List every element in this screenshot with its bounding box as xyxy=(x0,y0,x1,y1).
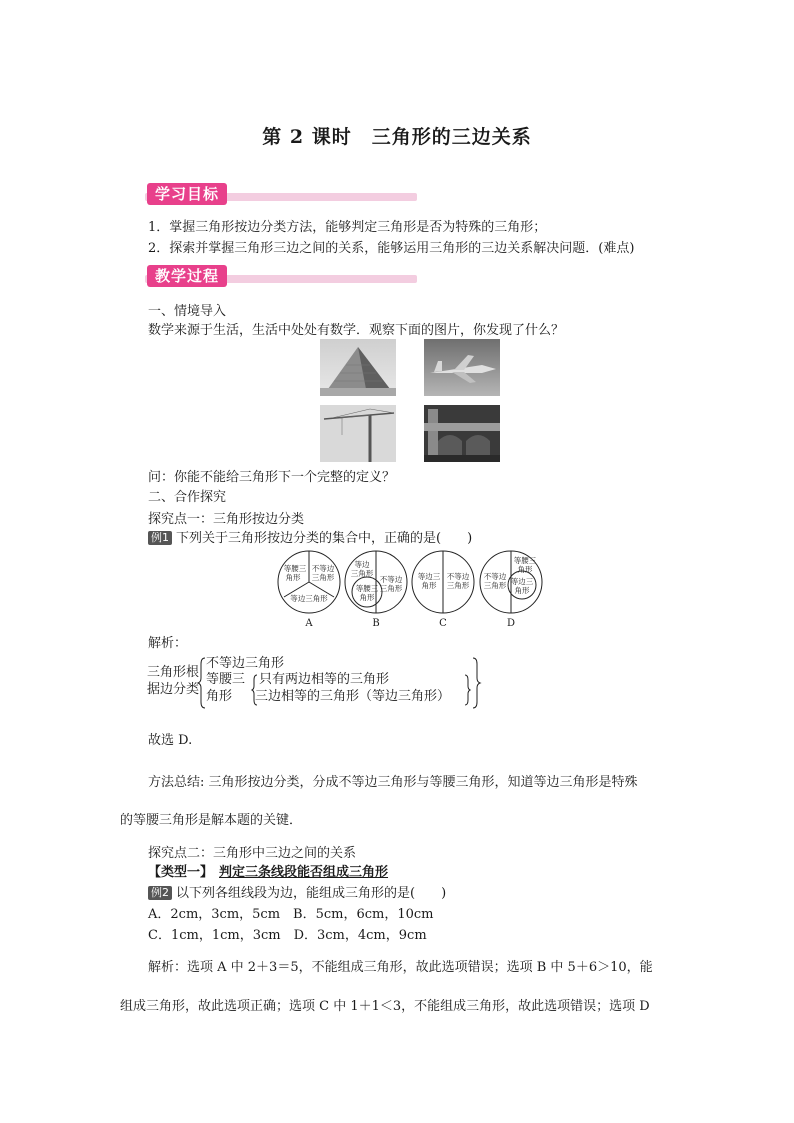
circle-d-text-1: 不等边 xyxy=(483,572,507,581)
circle-c-text-1: 等边三 xyxy=(417,572,441,581)
circle-d-text-6: 角形 xyxy=(514,586,530,595)
circle-a-label: A xyxy=(305,618,313,629)
goals-banner xyxy=(145,183,417,207)
circle-a-text-4: 三角形 xyxy=(311,573,335,582)
tree-node-d: 三边相等的三角形（等边三角形） xyxy=(255,689,451,704)
example-1 xyxy=(148,527,472,546)
type-1-heading xyxy=(148,861,388,880)
section-2-title: 二、合作探究 xyxy=(148,490,227,505)
circle-c-text-3: 不等边 xyxy=(446,572,470,581)
goal-item-2: 2．探索并掌握三角形三边之间的关系，能够运用三角形的三边关系解决问题．(难点) xyxy=(148,241,635,256)
circle-option-b xyxy=(343,549,409,629)
circle-b-text-5: 等腰三 xyxy=(355,584,379,593)
goals-heading: 学习目标 xyxy=(147,183,227,205)
goal-item-1: 1．掌握三角形按边分类方法，能够判定三角形是否为特殊的三角形； xyxy=(148,220,547,235)
tree-root-2: 据边分类 xyxy=(147,682,200,697)
circle-b-text-4: 三角形 xyxy=(379,584,403,593)
section-1-title: 一、情境导入 xyxy=(148,304,227,319)
example-1-badge: 例1 xyxy=(148,531,172,545)
point-2-title: 探究点二：三角形中三边之间的关系 xyxy=(148,846,357,861)
process-banner xyxy=(145,265,417,289)
analysis-2-line-2: 组成三角形，故此选项正确；选项 C 中 1＋1＜3，不能组成三角形，故此选项错误；选项 D xyxy=(120,999,650,1014)
circle-d-text-3: 等腰三 xyxy=(513,556,537,565)
classification-tree xyxy=(145,652,485,712)
circle-d-text-2: 三角形 xyxy=(483,581,507,590)
summary-1-line-1: 方法总结: 三角形按边分类，分成不等边三角形与等腰三角形，知道等边三角形是特殊 xyxy=(148,775,638,790)
crane-photo xyxy=(320,405,396,462)
analysis-2-line-1: 解析：选项 A 中 2＋3＝5，不能组成三角形，故此选项错误；选项 B 中 5＋6＞10，能 xyxy=(148,960,653,975)
example-2-text: 以下列各组线段为边，能组成三角形的是( ) xyxy=(176,886,447,901)
circle-b-label: B xyxy=(372,618,380,629)
circle-a-text-3: 不等边 xyxy=(311,564,335,573)
analysis-1-label: 解析： xyxy=(148,636,188,651)
circle-option-a xyxy=(276,549,342,629)
type-1-text: 判定三条线段能否组成三角形 xyxy=(219,865,389,880)
summary-1-line-2: 的等腰三角形是解本题的关键． xyxy=(120,813,303,828)
circle-d-text-4: 角形 xyxy=(517,565,533,574)
circle-b-text-2: 三角形 xyxy=(350,569,374,578)
question: 问：你能不能给三角形下一个完整的定义？ xyxy=(148,470,396,485)
circle-d-text-5: 等边三 xyxy=(510,577,534,586)
example-1-text: 下列关于三角形按边分类的集合中，正确的是( ) xyxy=(176,531,473,546)
circle-option-c xyxy=(410,549,476,629)
bridge-photo xyxy=(424,405,500,462)
type-1-prefix: 【类型一】 xyxy=(148,865,214,880)
circle-c-label: C xyxy=(439,618,447,629)
tree-node-a: 不等边三角形 xyxy=(206,656,285,671)
example-2 xyxy=(148,882,446,901)
circle-b-text-6: 角形 xyxy=(359,593,375,602)
circle-a-text-5: 等边三角形 xyxy=(290,594,328,603)
pyramid-photo xyxy=(320,339,396,396)
circle-b-text-3: 不等边 xyxy=(379,575,403,584)
example-2-options-2: C．1cm，1cm，3cm D．3cm，4cm，9cm xyxy=(148,928,427,943)
tree-node-c: 只有两边相等的三角形 xyxy=(259,672,390,687)
point-1-title: 探究点一：三角形按边分类 xyxy=(148,512,305,527)
circle-d-label: D xyxy=(506,618,516,629)
process-heading: 教学过程 xyxy=(147,265,227,287)
circle-a-text-2: 角形 xyxy=(285,573,301,582)
example-2-badge: 例2 xyxy=(148,886,172,900)
tree-root-1: 三角形根 xyxy=(147,665,200,680)
circle-a-text-1: 等腰三 xyxy=(283,564,307,573)
tree-node-b2: 角形 xyxy=(206,689,233,704)
example-2-options-1: A．2cm，3cm，5cm B．5cm，6cm，10cm xyxy=(148,907,434,922)
answer-1: 故选 D. xyxy=(148,733,193,748)
circle-option-d xyxy=(478,549,544,629)
circle-b-text-1: 等边 xyxy=(354,560,370,569)
jet-photo xyxy=(424,339,500,396)
section-1-text: 数学来源于生活，生活中处处有数学．观察下面的图片，你发现了什么？ xyxy=(148,323,565,338)
page-title: 第 2 课时 三角形的三边关系 xyxy=(262,126,532,148)
circle-c-text-2: 角形 xyxy=(421,581,437,590)
tree-node-b1: 等腰三 xyxy=(206,672,246,687)
circle-c-text-4: 三角形 xyxy=(446,581,470,590)
